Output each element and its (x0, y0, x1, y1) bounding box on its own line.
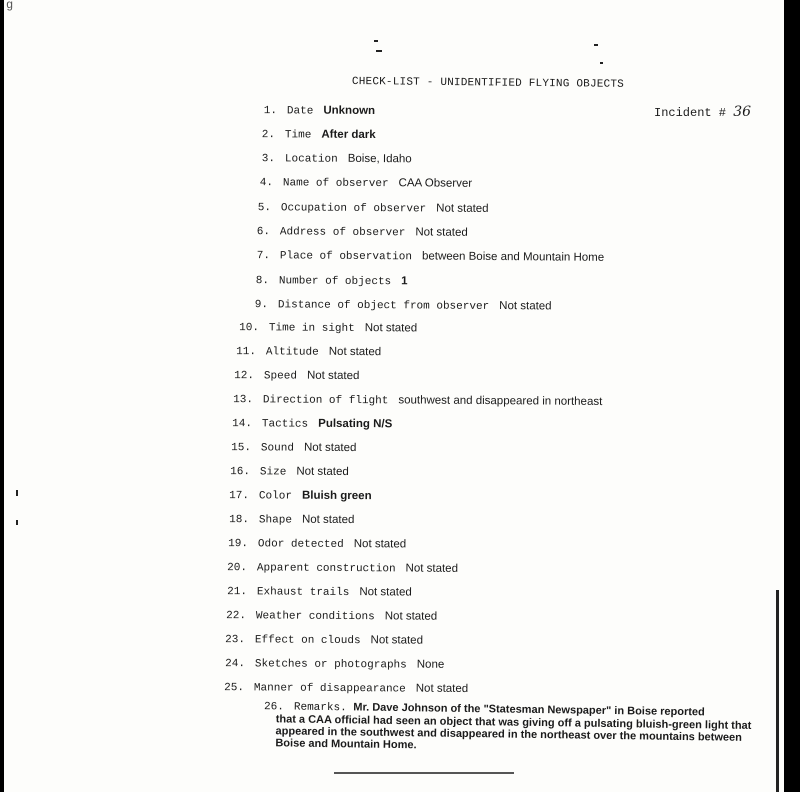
item-number: 14. (232, 418, 252, 431)
item-label: Exhaust trails (256, 586, 350, 600)
checklist-item (243, 176, 472, 191)
item-value: southwest and disappeared in northeast (398, 394, 603, 408)
item-label: Distance of object from observer (277, 299, 490, 313)
item-number: 15. (231, 442, 251, 455)
checklist-item (224, 369, 360, 383)
item-label: Tactics (261, 418, 309, 431)
speck (16, 490, 18, 496)
item-number: 16. (230, 466, 250, 479)
item-value: Not stated (301, 513, 355, 527)
item-label: Place of observation (279, 250, 413, 264)
item-value: Not stated (296, 465, 349, 479)
bottom-line (334, 772, 514, 774)
checklist-item (223, 393, 602, 409)
item-number: 21. (227, 586, 247, 599)
item-number: 24. (225, 658, 245, 671)
item-value: Not stated (436, 202, 489, 215)
checklist-item (240, 249, 604, 265)
remarks-block (253, 700, 764, 756)
item-label: Sound (260, 442, 295, 455)
margin-line (776, 590, 779, 792)
item-value: Not stated (306, 369, 360, 383)
item-value: Not stated (415, 226, 468, 239)
item-value: between Boise and Mountain Home (421, 250, 605, 264)
incident-number (654, 104, 751, 120)
item-number: 11. (236, 346, 256, 359)
speck (374, 40, 378, 42)
item-label: Direction of flight (262, 394, 389, 408)
item-value: Not stated (415, 682, 469, 695)
item-value: Not stated (303, 441, 357, 455)
item-number: 19. (228, 538, 248, 551)
corner-mark: ɡ (6, 0, 14, 12)
item-number: 23. (225, 634, 245, 647)
speck (594, 44, 598, 46)
item-value: 1 (401, 275, 408, 288)
item-number: 4. (259, 177, 273, 190)
item-number: 6. (256, 226, 270, 239)
checklist-item (229, 321, 417, 335)
checklist-item (216, 609, 437, 624)
remarks-line1: Mr. Dave Johnson of the "Statesman Newspaper" in Boise reported (353, 701, 705, 719)
checklist-item (245, 128, 376, 142)
item-label: Sketches or photographs (254, 658, 407, 672)
item-value: None (416, 658, 445, 671)
item-label: Occupation of observer (280, 202, 427, 216)
checklist-item (222, 417, 392, 431)
checklist-item (217, 561, 458, 576)
remarks-number: 26. (264, 701, 284, 714)
checklist-item (215, 657, 444, 672)
item-value: After dark (321, 128, 376, 142)
item-number: 20. (227, 562, 247, 575)
item-number: 9. (254, 299, 268, 312)
item-value: Not stated (359, 586, 412, 599)
item-number: 17. (229, 490, 249, 503)
checklist-item (247, 104, 375, 118)
item-label: Location (284, 153, 338, 166)
item-label: Time in sight (268, 322, 355, 335)
item-value: Bluish green (301, 489, 372, 503)
checklist-item (238, 298, 552, 313)
item-label: Odor detected (257, 538, 344, 551)
item-label: Shape (258, 514, 293, 527)
checklist-item (226, 345, 381, 359)
item-value: Boise, Idaho (347, 152, 412, 166)
checklist-title: CHECK-LIST - UNIDENTIFIED FLYING OBJECTS (351, 76, 625, 91)
item-label: Altitude (265, 346, 319, 359)
speck (376, 50, 382, 52)
remarks-label: Remarks. (293, 701, 347, 715)
item-label: Color (258, 490, 293, 503)
item-value: Not stated (370, 634, 424, 647)
item-label: Manner of disappearance (253, 682, 406, 696)
item-value: CAA Observer (398, 177, 473, 190)
checklist-item (239, 274, 408, 288)
incident-value: 36 (733, 104, 752, 120)
item-value: Unknown (323, 104, 376, 118)
checklist-item (214, 681, 468, 696)
checklist-item (221, 441, 357, 455)
item-value: Pulsating N/S (318, 417, 393, 431)
checklist-item (215, 633, 423, 648)
remarks-text: that a CAA official had seen an object that was giving off a pulsating bluish-green light that appeared in the southwest and disappeared in the northeast over the mountains between Boise and Mountain Home. (275, 713, 752, 752)
item-value: Not stated (328, 345, 382, 359)
item-value: Not stated (353, 538, 407, 551)
item-number: 3. (261, 153, 275, 166)
item-number: 2. (261, 129, 275, 142)
item-value: Not stated (384, 610, 438, 623)
item-label: Number of objects (278, 275, 392, 289)
item-number: 22. (226, 610, 246, 623)
checklist-item (218, 537, 406, 551)
item-number: 10. (239, 322, 259, 335)
checklist-item (219, 489, 372, 503)
checklist-item (219, 513, 355, 527)
item-number: 12. (234, 370, 254, 383)
checklist-item (240, 225, 468, 240)
checklist-item (220, 465, 349, 479)
item-label: Name of observer (282, 177, 389, 191)
item-label: Weather conditions (255, 610, 375, 624)
incident-label: Incident # (654, 106, 727, 120)
checklist-item (217, 585, 412, 600)
item-label: Date (286, 105, 314, 118)
item-value: Not stated (364, 322, 418, 335)
item-number: 7. (256, 250, 270, 263)
item-label: Speed (263, 370, 298, 383)
item-value: Not stated (405, 562, 459, 575)
item-number: 1. (263, 105, 277, 118)
speck (600, 62, 603, 64)
speck (16, 520, 18, 525)
checklist-item (245, 152, 412, 166)
item-value: Not stated (499, 300, 552, 313)
item-number: 8. (255, 275, 269, 288)
item-number: 5. (257, 202, 271, 215)
item-label: Address of observer (279, 226, 406, 240)
item-label: Apparent construction (256, 562, 396, 576)
item-number: 18. (229, 514, 249, 527)
item-number: 13. (233, 394, 253, 407)
document-page (4, 0, 784, 792)
checklist-item (241, 201, 489, 216)
item-number: 25. (224, 682, 244, 695)
item-label: Size (259, 466, 287, 479)
item-label: Effect on clouds (254, 634, 361, 648)
item-label: Time (284, 129, 312, 142)
